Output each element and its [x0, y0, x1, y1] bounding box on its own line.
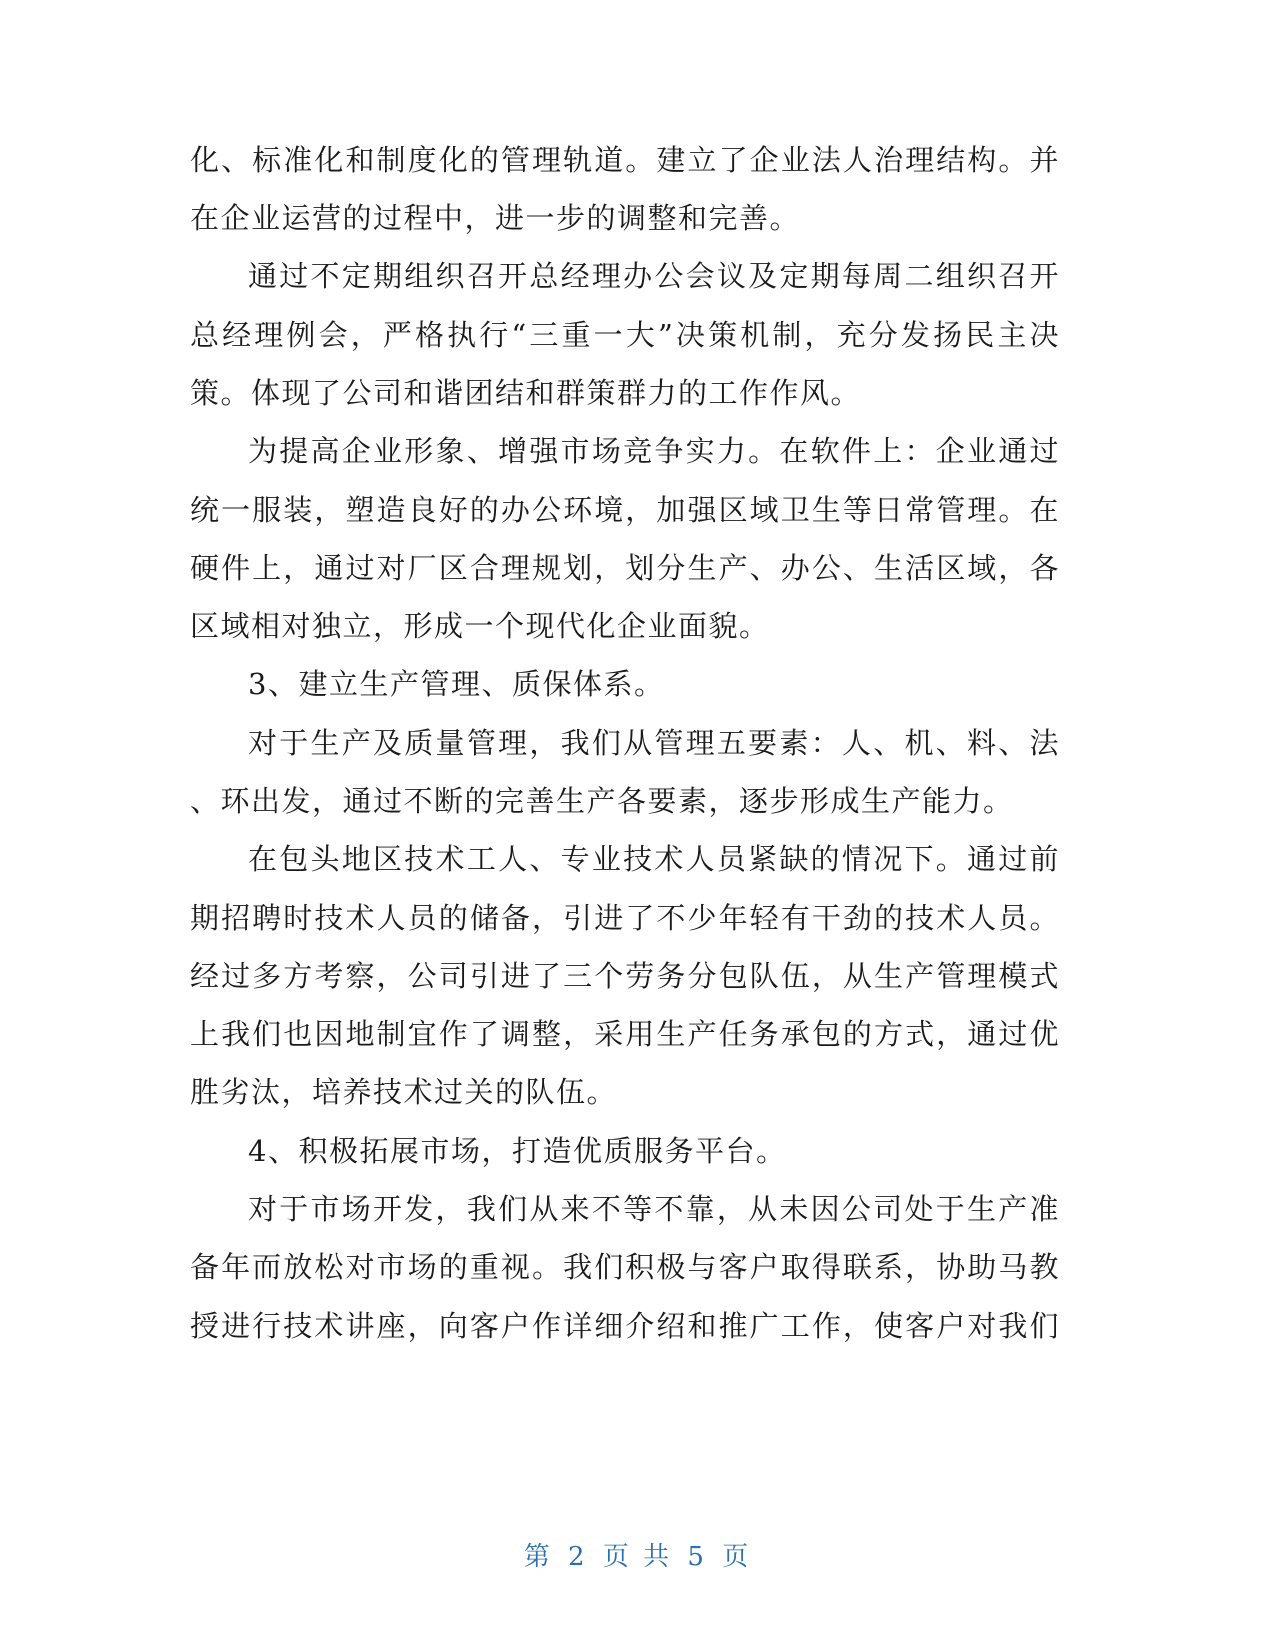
text-line: 化、标准化和制度化的管理轨道。建立了企业法人治理结构。并 [190, 143, 1060, 177]
text-line: 、环出发，通过不断的完善生产各要素，逐步形成生产能力。 [190, 784, 1014, 818]
text-line: 策。体现了公司和谐团结和群策群力的工作作风。 [190, 376, 862, 410]
total-pages-number: 5 [687, 1542, 707, 1572]
text-line: 期招聘时技术人员的储备，引进了不少年轻有干劲的技术人员。 [190, 901, 1060, 935]
text-line: 胜劣汰，培养技术过关的队伍。 [190, 1075, 618, 1109]
page-number-footer [0, 1540, 1275, 1574]
current-page-number: 2 [568, 1542, 588, 1572]
text-line: 对于市场开发，我们从来不等不靠，从未因公司处于生产准 [248, 1192, 1060, 1226]
text-line: 统一服装，塑造良好的办公环境，加强区域卫生等日常管理。在 [190, 493, 1060, 527]
section-heading: 3、建立生产管理、质保体系。 [248, 667, 665, 701]
page-prefix: 第 [523, 1542, 553, 1572]
section-heading: 4、积极拓展市场，打造优质服务平台。 [248, 1134, 787, 1168]
text-line: 总经理例会，严格执行“三重一大”决策机制，充分发扬民主决 [190, 318, 1060, 352]
text-line: 在包头地区技术工人、专业技术人员紧缺的情况下。通过前 [248, 842, 1060, 876]
text-line: 对于生产及质量管理，我们从管理五要素：人、机、料、法 [248, 726, 1060, 760]
page-mid-text: 页 共 [602, 1542, 673, 1572]
page-suffix: 页 [722, 1542, 752, 1572]
text-line: 区域相对独立，形成一个现代化企业面貌。 [190, 609, 770, 643]
text-line: 为提高企业形象、增强市场竞争实力。在软件上：企业通过 [248, 434, 1060, 468]
text-line: 授进行技术讲座，向客户作详细介绍和推广工作，使客户对我们 [190, 1309, 1060, 1343]
text-line: 在企业运营的过程中，进一步的调整和完善。 [190, 201, 801, 235]
text-line: 硬件上，通过对厂区合理规划，划分生产、办公、生活区域，各 [190, 551, 1060, 585]
text-line: 通过不定期组织召开总经理办公会议及定期每周二组织召开 [248, 259, 1060, 293]
text-line: 上我们也因地制宜作了调整，采用生产任务承包的方式，通过优 [190, 1017, 1060, 1051]
text-line: 经过多方考察，公司引进了三个劳务分包队伍，从生产管理模式 [190, 959, 1060, 993]
text-line: 备年而放松对市场的重视。我们积极与客户取得联系，协助马教 [190, 1250, 1060, 1284]
